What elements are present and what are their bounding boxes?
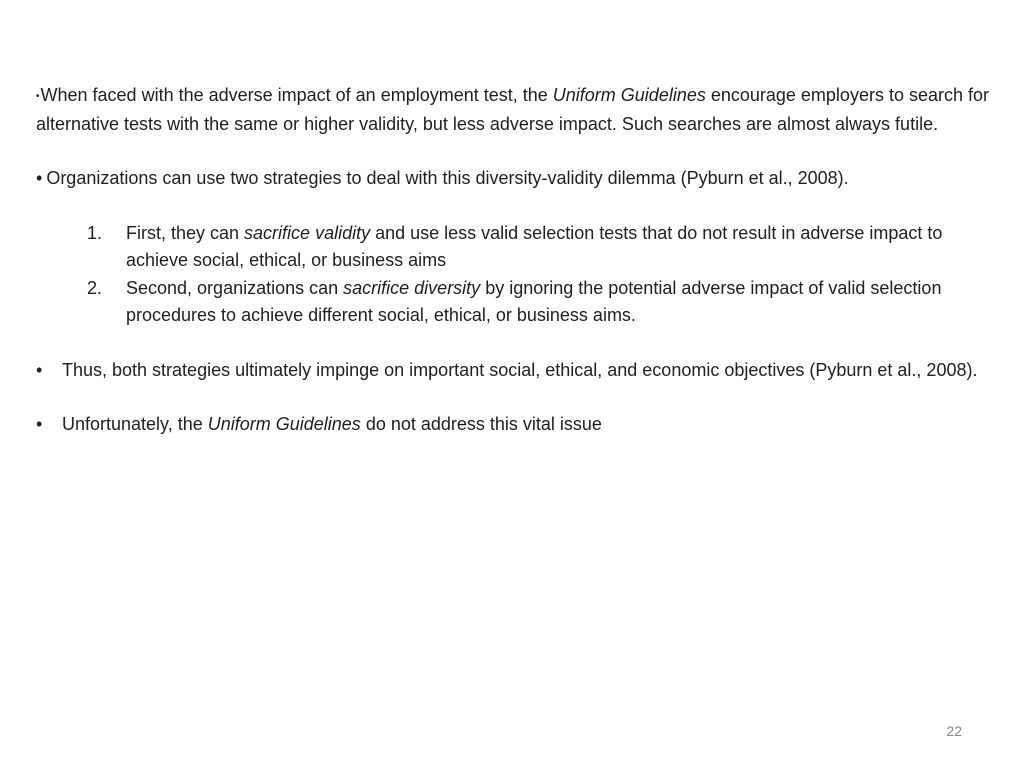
italic-term: Uniform Guidelines — [552, 85, 706, 105]
text-segment: and use less valid selection tests that do not result in adverse impact to achieve social, ethical, or business aims — [126, 222, 943, 270]
bullet-icon: • — [36, 414, 43, 434]
list-number: 2. — [87, 277, 103, 298]
text-segment: Thus, both strategies ultimately impinge on important social, ethical, and economic objectives (Pyburn et al., 2008). — [62, 359, 978, 380]
spacer — [36, 330, 991, 357]
text-segment: by ignoring the potential adverse impact of valid selection procedures to achieve different social, ethical, or business aims. — [126, 277, 942, 325]
italic-term: Uniform Guidelines — [207, 414, 361, 434]
italic-term: sacrifice diversity — [343, 277, 481, 298]
paragraph-guidelines-issue — [36, 411, 991, 439]
paragraph-objectives — [36, 357, 991, 385]
paragraph-adverse-impact — [36, 82, 991, 138]
paragraph-strategies — [36, 165, 991, 193]
list-number: 1. — [87, 222, 103, 243]
text-segment: Organizations can use two strategies to deal with this diversity-validity dilemma (Pyburn et al., 2008). — [46, 168, 849, 188]
bullet-icon: • — [36, 91, 40, 102]
page-number: 22 — [946, 723, 962, 739]
text-segment: Unfortunately, the — [62, 414, 208, 434]
list-item-sacrifice-diversity — [36, 275, 991, 330]
text-segment: encourage employers to search for alternative tests with the same or higher validity, but less adverse impact. Such searches are almost always futile. — [36, 85, 989, 134]
bullet-icon: • — [36, 168, 43, 188]
spacer — [36, 384, 991, 411]
text-segment: First, they can — [126, 222, 245, 243]
spacer — [36, 193, 991, 220]
list-item-sacrifice-validity — [36, 220, 991, 275]
italic-term: sacrifice validity — [244, 222, 371, 243]
bullet-icon: • — [36, 359, 43, 380]
text-segment: do not address this vital issue — [360, 414, 602, 434]
text-segment: Second, organizations can — [126, 277, 344, 298]
spacer — [36, 138, 991, 165]
slide-body — [36, 82, 991, 439]
text-segment: When faced with the adverse impact of an employment test, the — [40, 85, 553, 105]
